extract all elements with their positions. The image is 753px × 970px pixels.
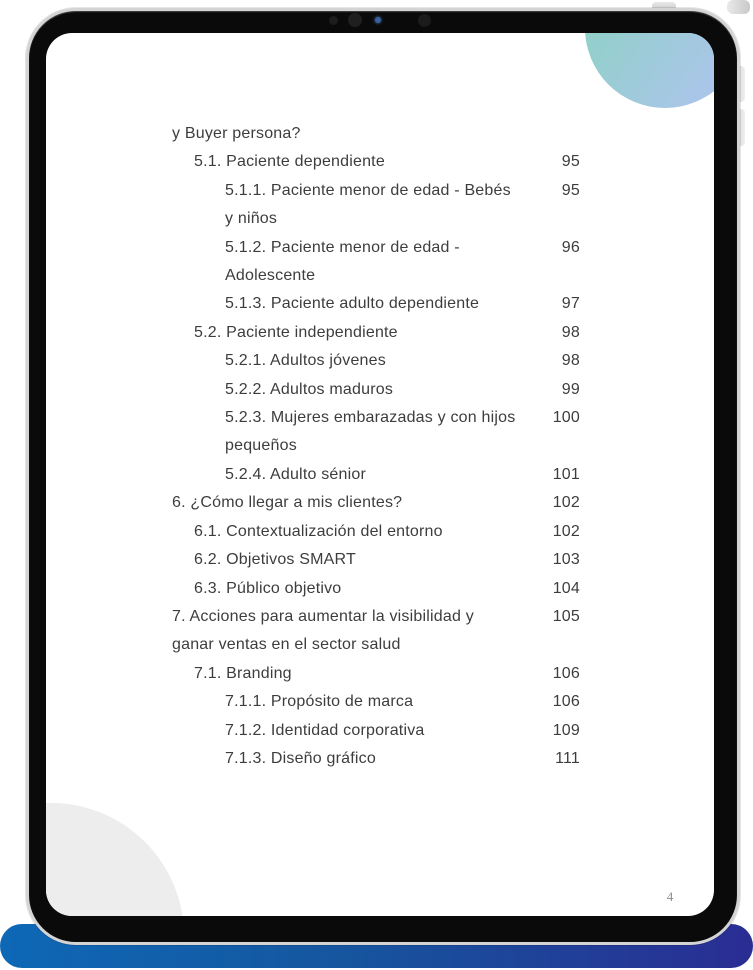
- toc-entry-title: y Buyer persona?: [172, 125, 301, 142]
- toc-entry[interactable]: [46, 404, 580, 432]
- toc-entry[interactable]: [46, 347, 580, 375]
- toc-entry-title: 7.1. Branding: [194, 664, 292, 682]
- toc-entry-page: 96: [561, 238, 580, 256]
- toc-entry-title: 7. Acciones para aumentar la visibilidad y: [172, 607, 474, 625]
- toc-entry-title: 6.2. Objetivos SMART: [194, 551, 356, 569]
- toc-entry-title: Adolescente: [225, 267, 316, 285]
- toc-entry[interactable]: [46, 319, 580, 347]
- toc-entry-title: y niños: [225, 210, 278, 228]
- toc-entry[interactable]: [46, 262, 580, 290]
- toc-entry-title: 6.3. Público objetivo: [194, 579, 342, 597]
- toc-entry-title: 6.1. Contextualización del entorno: [194, 522, 443, 540]
- toc-entry-title: pequeños: [225, 437, 297, 455]
- toc-entry[interactable]: [46, 120, 580, 148]
- toc-entry-title: 7.1.1. Propósito de marca: [225, 693, 414, 711]
- toc-entry-page: 101: [552, 465, 580, 483]
- camera-lens-icon: [375, 17, 381, 23]
- tablet-device: [26, 8, 740, 945]
- toc-entry[interactable]: [46, 518, 580, 546]
- front-camera-icon: [418, 14, 431, 27]
- front-camera-icon: [348, 13, 362, 27]
- page-number: 4: [666, 889, 674, 904]
- toc-entry-title: 5.2.2. Adultos maduros: [225, 380, 394, 398]
- toc-entry-page: 99: [561, 380, 580, 398]
- toc-entry[interactable]: [46, 717, 580, 745]
- toc-entry-page: 104: [552, 579, 580, 597]
- tablet-screen: [46, 33, 714, 916]
- toc-entry-title: 5.1.3. Paciente adulto dependiente: [225, 295, 480, 313]
- toc-entry[interactable]: [46, 376, 580, 404]
- toc-entry-title: 7.1.2. Identidad corporativa: [225, 721, 425, 739]
- front-camera-icon: [329, 16, 338, 25]
- toc-entry-title: 7.1.3. Diseño gráfico: [225, 749, 376, 767]
- toc-entry[interactable]: [46, 177, 580, 205]
- toc-entry[interactable]: [46, 234, 580, 262]
- toc-list: [46, 120, 580, 773]
- toc-entry-page: 100: [552, 409, 580, 427]
- toc-entry-title: 5.2. Paciente independiente: [194, 323, 398, 341]
- toc-entry-page: 98: [561, 323, 580, 341]
- decorative-circle-teal: [585, 33, 714, 108]
- toc-entry-page: 106: [552, 664, 580, 682]
- power-button-corner: [727, 0, 750, 14]
- toc-entry[interactable]: [46, 660, 580, 688]
- toc-entry-page: 106: [552, 693, 580, 711]
- toc-entry-page: 102: [552, 522, 580, 540]
- toc-entry-page: 109: [552, 721, 580, 739]
- toc-entry-page: 105: [552, 607, 580, 625]
- toc-entry[interactable]: [46, 432, 580, 460]
- toc-entry[interactable]: [46, 575, 580, 603]
- toc-entry[interactable]: [46, 603, 580, 631]
- toc-entry[interactable]: [46, 688, 580, 716]
- toc-entry[interactable]: [46, 631, 580, 659]
- toc-entry[interactable]: [46, 148, 580, 176]
- toc-entry-title: 5.1.2. Paciente menor de edad -: [225, 238, 460, 256]
- toc-entry-page: 103: [552, 551, 580, 569]
- toc-entry[interactable]: [46, 205, 580, 233]
- toc-entry-title: 5.2.1. Adultos jóvenes: [225, 352, 386, 370]
- toc-entry-page: 97: [561, 295, 580, 313]
- toc-entry-page: 98: [561, 352, 580, 370]
- toc-entry-title: 5.2.3. Mujeres embarazadas y con hijos: [225, 409, 516, 427]
- decorative-circle-gray: [46, 803, 184, 916]
- toc-entry-title: ganar ventas en el sector salud: [172, 636, 401, 654]
- toc-entry[interactable]: [46, 546, 580, 574]
- toc-entry[interactable]: [46, 461, 580, 489]
- toc-entry-title: 5.1.1. Paciente menor de edad - Bebés: [225, 181, 511, 199]
- toc-entry-title: 5.2.4. Adulto sénior: [225, 465, 366, 483]
- toc-entry-title: 6. ¿Cómo llegar a mis clientes?: [172, 494, 403, 512]
- toc-entry-title: 5.1. Paciente dependiente: [194, 153, 385, 171]
- toc-entry-page: 111: [555, 749, 580, 767]
- toc-entry[interactable]: [46, 290, 580, 318]
- toc-entry-page: 95: [561, 153, 580, 171]
- toc-entry-page: 95: [561, 181, 580, 199]
- toc-entry-page: 102: [552, 494, 580, 512]
- toc-entry[interactable]: [46, 745, 580, 773]
- toc-entry[interactable]: [46, 489, 580, 517]
